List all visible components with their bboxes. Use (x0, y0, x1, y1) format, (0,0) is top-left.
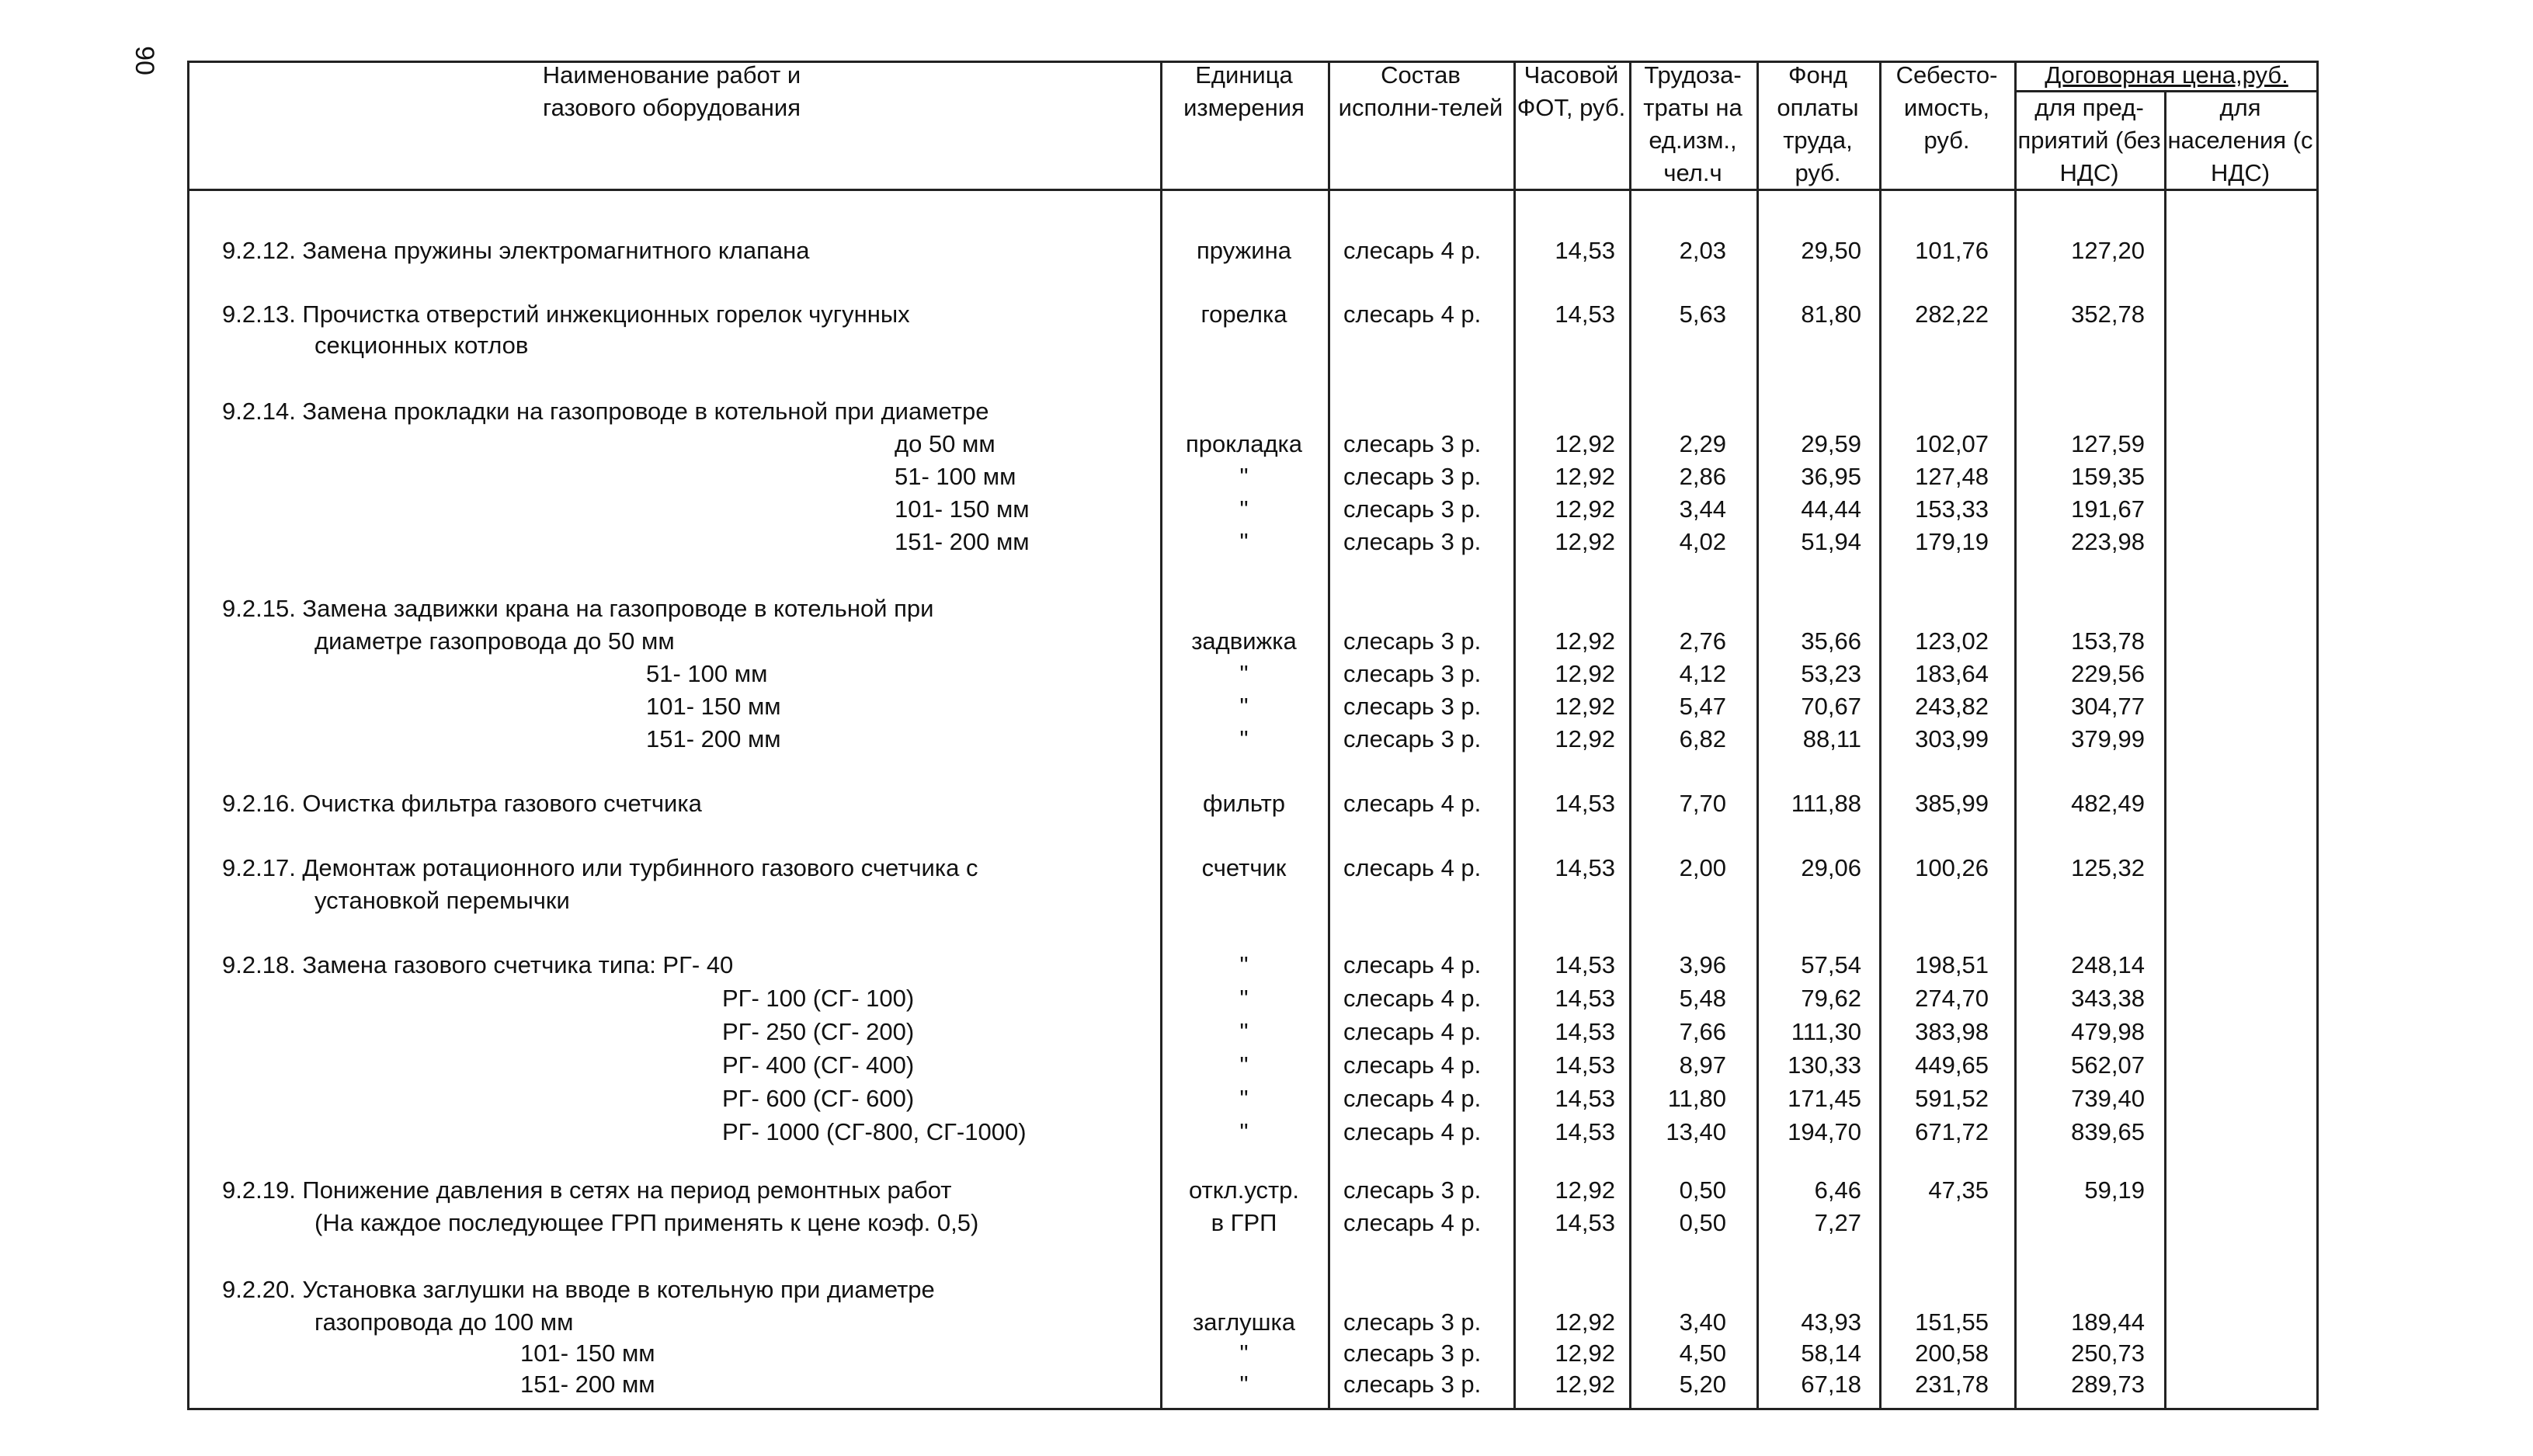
header-cost: Себесто-имость, руб. (1895, 61, 1998, 154)
cell-hourly: 14,53 (1555, 1118, 1615, 1145)
cell-labor: 5,47 (1679, 693, 1726, 720)
cell-labor: 8,97 (1679, 1051, 1726, 1079)
cell-hourly: 14,53 (1555, 985, 1615, 1012)
cell-hourly: 12,92 (1555, 528, 1615, 555)
cell-labor: 0,50 (1679, 1176, 1726, 1204)
cell-price: 229,56 (2071, 660, 2145, 687)
cell-cost: 151,55 (1915, 1308, 1989, 1336)
cell-price: 352,78 (2071, 301, 2145, 328)
cell-labor: 13,40 (1666, 1118, 1726, 1145)
cell-cost: 198,51 (1915, 951, 1989, 978)
cell-unit: " (1239, 528, 1249, 555)
cell-cost: 282,22 (1915, 301, 1989, 328)
cell-hourly: 14,53 (1555, 1051, 1615, 1079)
cell-hourly: 14,53 (1555, 1018, 1615, 1045)
row-text: 9.2.12. Замена пружины электромагнитного клапана (222, 237, 810, 264)
cell-hourly: 12,92 (1555, 430, 1615, 457)
cell-price: 839,65 (2071, 1118, 2145, 1145)
cell-staff: слесарь 3 р. (1343, 495, 1482, 523)
cell-hourly: 14,53 (1555, 951, 1615, 978)
cell-price: 125,32 (2071, 854, 2145, 881)
cell-hourly: 12,92 (1555, 627, 1615, 655)
cell-labor: 7,66 (1679, 1018, 1726, 1045)
cell-fund: 29,06 (1801, 854, 1861, 881)
cell-cost: 102,07 (1915, 430, 1989, 457)
cell-hourly: 12,92 (1555, 725, 1615, 752)
cell-staff: слесарь 4 р. (1343, 1085, 1482, 1112)
cell-staff: слесарь 3 р. (1343, 1340, 1482, 1367)
cell-cost: 385,99 (1915, 790, 1989, 817)
cell-unit: " (1239, 1371, 1249, 1398)
row-text: 51- 100 мм (895, 463, 1016, 490)
cell-price: 739,40 (2071, 1085, 2145, 1112)
cell-price: 191,67 (2071, 495, 2145, 523)
cell-staff: слесарь 4 р. (1343, 951, 1482, 978)
cell-cost: 123,02 (1915, 627, 1989, 655)
row-text: 9.2.14. Замена прокладки на газопроводе в котельной при диаметре (222, 398, 989, 425)
cell-fund: 29,50 (1801, 237, 1861, 264)
cell-hourly: 14,53 (1555, 237, 1615, 264)
cell-labor: 5,20 (1679, 1371, 1726, 1398)
header-unit: Единица измерения (1183, 61, 1305, 121)
cell-staff: слесарь 3 р. (1343, 528, 1482, 555)
cell-staff: слесарь 3 р. (1343, 627, 1482, 655)
cell-fund: 51,94 (1801, 528, 1861, 555)
cell-staff: слесарь 3 р. (1343, 725, 1482, 752)
cell-hourly: 12,92 (1555, 693, 1615, 720)
cell-labor: 0,50 (1679, 1209, 1726, 1236)
cell-hourly: 12,92 (1555, 1176, 1615, 1204)
cell-unit: " (1239, 725, 1249, 752)
cell-cost: 449,65 (1915, 1051, 1989, 1079)
cell-price: 223,98 (2071, 528, 2145, 555)
header-fund: Фонд оплаты труда, руб. (1777, 61, 1859, 186)
row-text: 101- 150 мм (520, 1340, 655, 1367)
cell-fund: 36,95 (1801, 463, 1861, 490)
header-contract-population: для населения (с НДС) (2167, 94, 2313, 186)
cell-staff: слесарь 4 р. (1343, 301, 1482, 328)
cell-cost: 231,78 (1915, 1371, 1989, 1398)
row-text: диаметре газопровода до 50 мм (314, 627, 675, 655)
cell-unit: счетчик (1201, 854, 1287, 881)
row-text: 9.2.20. Установка заглушки на вводе в котельную при диаметре (222, 1276, 935, 1303)
cell-labor: 2,03 (1679, 237, 1726, 264)
row-text: до 50 мм (895, 430, 995, 457)
col-border-2 (1328, 61, 1330, 1410)
cell-fund: 6,46 (1814, 1176, 1861, 1204)
cell-labor: 2,29 (1679, 430, 1726, 457)
cell-cost: 100,26 (1915, 854, 1989, 881)
cell-price: 379,99 (2071, 725, 2145, 752)
row-text: 9.2.17. Демонтаж ротационного или турбинного газового счетчика с (222, 854, 978, 881)
cell-unit: " (1239, 1118, 1249, 1145)
cell-price: 250,73 (2071, 1340, 2145, 1367)
cell-price: 159,35 (2071, 463, 2145, 490)
cell-unit: " (1239, 985, 1249, 1012)
cell-price: 343,38 (2071, 985, 2145, 1012)
cell-unit: задвижка (1191, 627, 1297, 655)
cell-staff: слесарь 3 р. (1343, 463, 1482, 490)
cell-staff: слесарь 4 р. (1343, 237, 1482, 264)
cell-price: 289,73 (2071, 1371, 2145, 1398)
cell-fund: 194,70 (1788, 1118, 1861, 1145)
cell-unit: " (1239, 1085, 1249, 1112)
cell-unit: " (1239, 1340, 1249, 1367)
header-hourly: Часовой ФОТ, руб. (1517, 61, 1626, 121)
cell-fund: 67,18 (1801, 1371, 1861, 1398)
row-text: 9.2.13. Прочистка отверстий инжекционных горелок чугунных (222, 301, 910, 328)
cell-hourly: 14,53 (1555, 854, 1615, 881)
page-number: 90 (130, 46, 159, 75)
cell-fund: 130,33 (1788, 1051, 1861, 1079)
cell-price: 248,14 (2071, 951, 2145, 978)
cell-labor: 7,70 (1679, 790, 1726, 817)
cell-labor: 4,12 (1679, 660, 1726, 687)
row-text: секционных котлов (314, 332, 529, 359)
cell-price: 59,19 (2084, 1176, 2145, 1204)
cell-staff: слесарь 4 р. (1343, 1209, 1482, 1236)
cell-staff: слесарь 4 р. (1343, 790, 1482, 817)
cell-cost: 243,82 (1915, 693, 1989, 720)
cell-staff: слесарь 3 р. (1343, 1308, 1482, 1336)
cell-fund: 79,62 (1801, 985, 1861, 1012)
cell-unit: " (1239, 1051, 1249, 1079)
cell-fund: 7,27 (1814, 1209, 1861, 1236)
cell-labor: 3,96 (1679, 951, 1726, 978)
cell-hourly: 14,53 (1555, 301, 1615, 328)
row-text: РГ- 400 (СГ- 400) (722, 1051, 915, 1079)
cell-fund: 111,30 (1791, 1018, 1861, 1045)
cell-hourly: 12,92 (1555, 1371, 1615, 1398)
header-name: Наименование работ и газового оборудования (542, 61, 801, 121)
cell-cost: 183,64 (1915, 660, 1989, 687)
cell-hourly: 14,53 (1555, 790, 1615, 817)
cell-unit: откл.устр. (1188, 1176, 1300, 1204)
cell-staff: слесарь 3 р. (1343, 693, 1482, 720)
cell-labor: 6,82 (1679, 725, 1726, 752)
cell-cost: 47,35 (1928, 1176, 1989, 1204)
table-bottom-border (187, 1408, 2319, 1410)
cell-hourly: 12,92 (1555, 1308, 1615, 1336)
cell-cost: 200,58 (1915, 1340, 1989, 1367)
cell-fund: 81,80 (1801, 301, 1861, 328)
cell-labor: 2,00 (1679, 854, 1726, 881)
cell-labor: 2,76 (1679, 627, 1726, 655)
cell-unit: " (1239, 495, 1249, 523)
cell-cost: 153,33 (1915, 495, 1989, 523)
header-contract-enterprises: для пред-приятий (без НДС) (2017, 94, 2161, 186)
cell-unit: горелка (1200, 301, 1287, 328)
row-text: газопровода до 100 мм (314, 1308, 574, 1336)
header-labor: Трудоза-траты на ед.изм., чел.ч (1643, 61, 1743, 186)
cell-fund: 29,59 (1801, 430, 1861, 457)
cell-hourly: 12,92 (1555, 463, 1615, 490)
row-text: 151- 200 мм (895, 528, 1030, 555)
row-text: установкой перемычки (314, 887, 570, 914)
row-text: 9.2.16. Очистка фильтра газового счетчика (222, 790, 702, 817)
cell-fund: 43,93 (1801, 1308, 1861, 1336)
cell-cost: 101,76 (1915, 237, 1989, 264)
cell-unit: " (1239, 1018, 1249, 1045)
cell-labor: 3,44 (1679, 495, 1726, 523)
cell-staff: слесарь 4 р. (1343, 985, 1482, 1012)
row-text: 151- 200 мм (520, 1371, 655, 1398)
header-bottom-border (187, 189, 2319, 191)
cell-staff: слесарь 3 р. (1343, 430, 1482, 457)
cell-cost: 591,52 (1915, 1085, 1989, 1112)
cell-staff: слесарь 3 р. (1343, 1176, 1482, 1204)
cell-staff: слесарь 3 р. (1343, 1371, 1482, 1398)
cell-staff: слесарь 4 р. (1343, 1051, 1482, 1079)
cell-unit: заглушка (1192, 1308, 1296, 1336)
cell-fund: 53,23 (1801, 660, 1861, 687)
row-text: 101- 150 мм (646, 693, 781, 720)
cell-price: 127,59 (2071, 430, 2145, 457)
cell-price: 304,77 (2071, 693, 2145, 720)
cell-price: 127,20 (2071, 237, 2145, 264)
cell-price: 562,07 (2071, 1051, 2145, 1079)
row-text: 101- 150 мм (895, 495, 1030, 523)
header-staff: Состав исполни-телей (1338, 61, 1503, 121)
cell-labor: 3,40 (1679, 1308, 1726, 1336)
col-border-8 (2164, 90, 2166, 1410)
cell-staff: слесарь 4 р. (1343, 854, 1482, 881)
cell-cost: 383,98 (1915, 1018, 1989, 1045)
cell-cost: 274,70 (1915, 985, 1989, 1012)
cell-labor: 5,63 (1679, 301, 1726, 328)
cell-fund: 57,54 (1801, 951, 1861, 978)
cell-cost: 671,72 (1915, 1118, 1989, 1145)
row-text: (На каждое последующее ГРП применять к цене коэф. 0,5) (314, 1209, 979, 1236)
cell-cost: 303,99 (1915, 725, 1989, 752)
cell-labor: 4,02 (1679, 528, 1726, 555)
cell-price: 189,44 (2071, 1308, 2145, 1336)
cell-fund: 35,66 (1801, 627, 1861, 655)
row-text: 51- 100 мм (646, 660, 768, 687)
cell-price: 153,78 (2071, 627, 2145, 655)
cell-unit: прокладка (1185, 430, 1303, 457)
cell-cost: 179,19 (1915, 528, 1989, 555)
row-text: РГ- 600 (СГ- 600) (722, 1085, 915, 1112)
row-text: РГ- 250 (СГ- 200) (722, 1018, 915, 1045)
cell-labor: 4,50 (1679, 1340, 1726, 1367)
cell-labor: 2,86 (1679, 463, 1726, 490)
cell-hourly: 14,53 (1555, 1209, 1615, 1236)
cell-unit: пружина (1197, 237, 1291, 264)
col-border-0 (187, 61, 189, 1410)
col-border-9 (2316, 61, 2319, 1410)
row-text: 9.2.15. Замена задвижки крана на газопроводе в котельной при (222, 595, 934, 622)
row-text: 151- 200 мм (646, 725, 781, 752)
cell-unit: " (1239, 693, 1249, 720)
cell-hourly: 12,92 (1555, 495, 1615, 523)
cell-unit: фильтр (1202, 790, 1286, 817)
cell-staff: слесарь 3 р. (1343, 660, 1482, 687)
cell-labor: 11,80 (1667, 1085, 1726, 1112)
cell-fund: 70,67 (1801, 693, 1861, 720)
cell-hourly: 12,92 (1555, 660, 1615, 687)
cell-staff: слесарь 4 р. (1343, 1118, 1482, 1145)
cell-labor: 5,48 (1679, 985, 1726, 1012)
row-text: 9.2.18. Замена газового счетчика типа: РГ- 40 (222, 951, 734, 978)
cell-hourly: 14,53 (1555, 1085, 1615, 1112)
cell-fund: 88,11 (1802, 725, 1861, 752)
cell-hourly: 12,92 (1555, 1340, 1615, 1367)
header-contract: Договорная цена,руб. (2045, 61, 2288, 89)
cell-unit: в ГРП (1211, 1209, 1277, 1236)
cell-fund: 111,88 (1791, 790, 1861, 817)
row-text: РГ- 1000 (СГ-800, СГ-1000) (722, 1118, 1027, 1145)
cell-fund: 58,14 (1801, 1340, 1861, 1367)
cell-unit: " (1239, 660, 1249, 687)
cell-cost: 127,48 (1915, 463, 1989, 490)
row-text: РГ- 100 (СГ- 100) (722, 985, 915, 1012)
cell-unit: " (1239, 951, 1249, 978)
cell-unit: " (1239, 463, 1249, 490)
cell-price: 479,98 (2071, 1018, 2145, 1045)
cell-staff: слесарь 4 р. (1343, 1018, 1482, 1045)
cell-fund: 171,45 (1788, 1085, 1861, 1112)
cell-price: 482,49 (2071, 790, 2145, 817)
cell-fund: 44,44 (1801, 495, 1861, 523)
row-text: 9.2.19. Понижение давления в сетях на период ремонтных работ (222, 1176, 952, 1204)
